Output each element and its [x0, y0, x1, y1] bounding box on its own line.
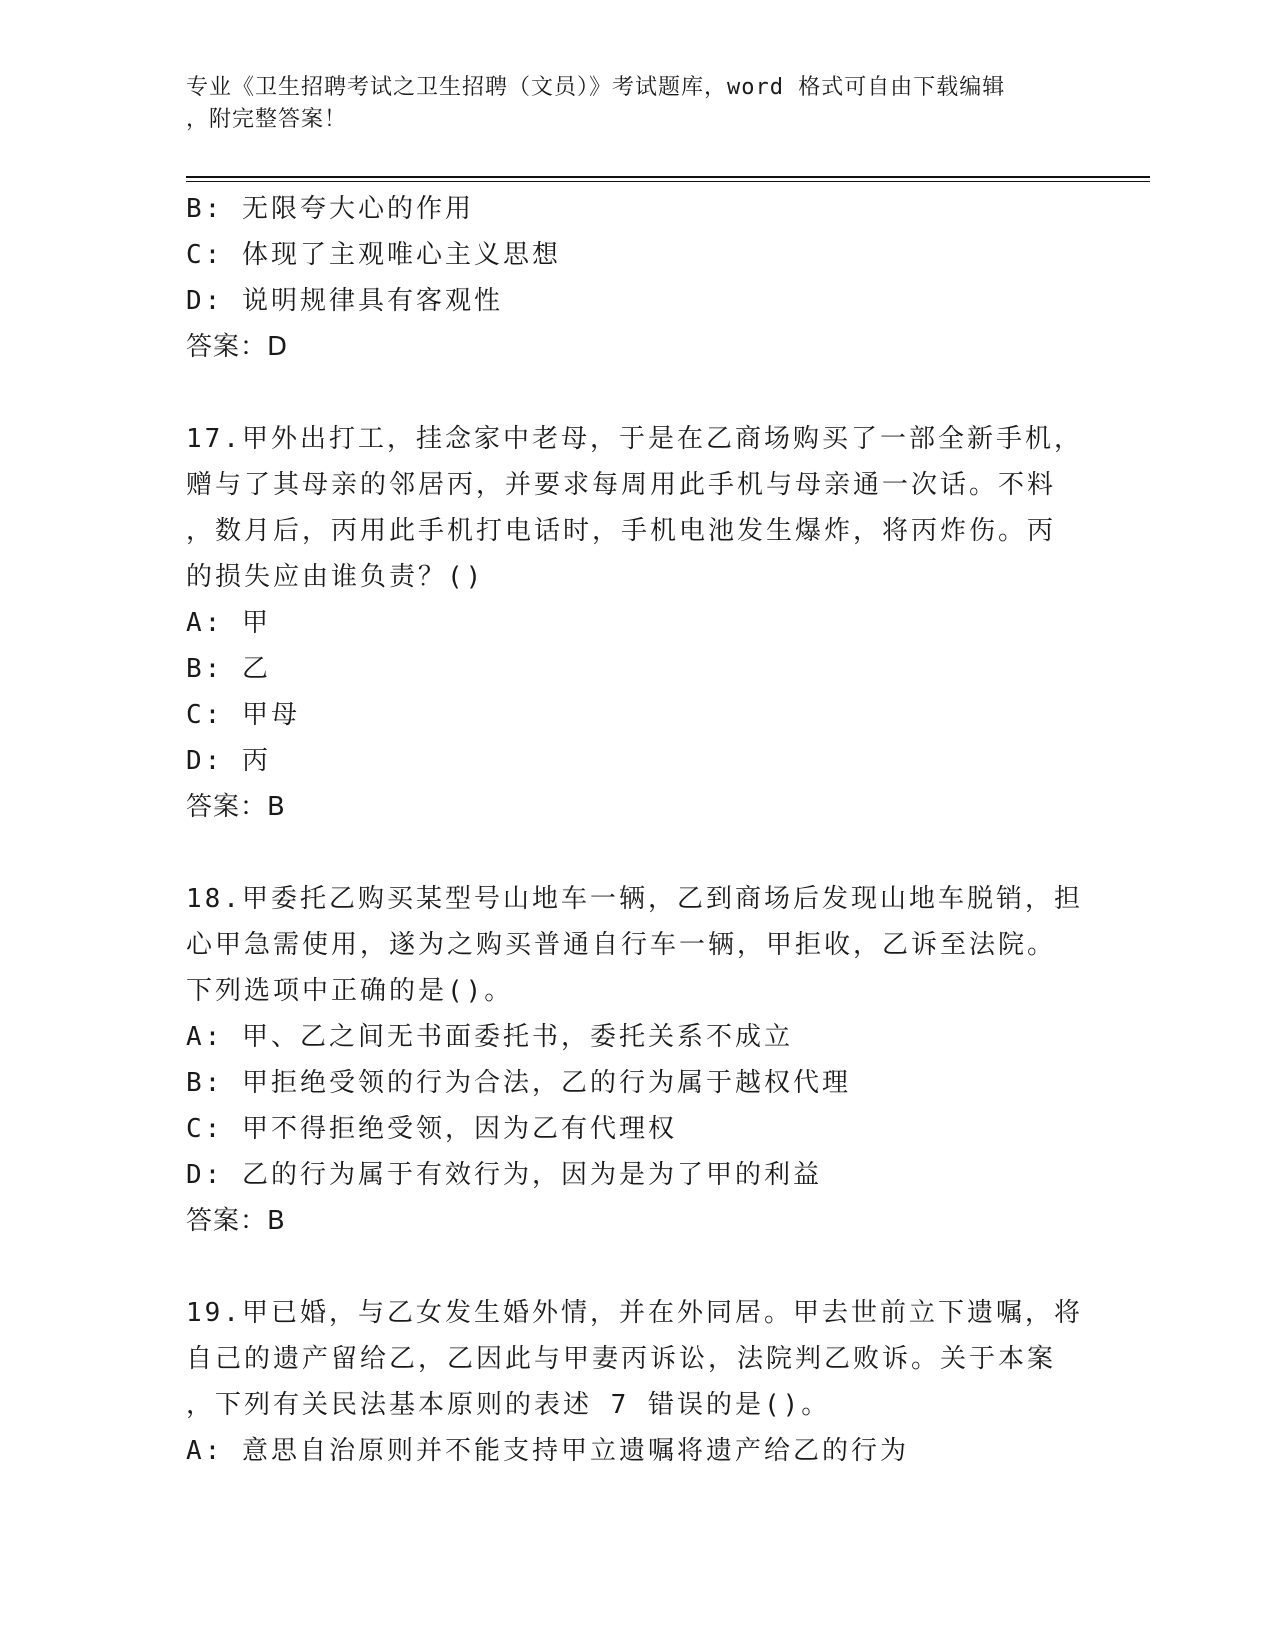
header-line-1: 专业《卫生招聘考试之卫生招聘（文员）》考试题库，word 格式可自由下载编辑 — [186, 75, 1006, 100]
option-d: D: 乙的行为属于有效行为，因为是为了甲的利益 — [186, 1160, 822, 1190]
option-c: C: 体现了主观唯心主义思想 — [186, 240, 561, 270]
question-16-tail — [186, 186, 1086, 370]
question-stem-line: 下列选项中正确的是()。 — [186, 976, 514, 1006]
question-content — [186, 186, 1086, 1474]
question-stem-line: 赠与了其母亲的邻居丙，并要求每周用此手机与母亲通一次话。不料 — [186, 470, 1057, 500]
question-stem-line: 19.甲已婚，与乙女发生婚外情，并在外同居。甲去世前立下遗嘱，将 — [186, 1298, 1083, 1328]
option-b: B: 甲拒绝受领的行为合法，乙的行为属于越权代理 — [186, 1068, 851, 1098]
option-d: D: 丙 — [186, 746, 271, 776]
answer-line: 答案：D — [186, 332, 289, 362]
question-stem-line: 18.甲委托乙购买某型号山地车一辆，乙到商场后发现山地车脱销，担 — [186, 884, 1083, 914]
option-c: C: 甲母 — [186, 700, 300, 730]
option-b: B: 乙 — [186, 654, 271, 684]
spacer — [186, 1244, 1086, 1290]
spacer — [186, 370, 1086, 416]
question-19 — [186, 1290, 1086, 1474]
question-stem-line: 心甲急需使用，遂为之购买普通自行车一辆，甲拒收，乙诉至法院。 — [186, 930, 1057, 960]
page-header — [186, 72, 1066, 136]
answer-line: 答案：B — [186, 792, 286, 822]
question-18 — [186, 876, 1086, 1244]
question-17 — [186, 416, 1086, 830]
question-stem-line: 的损失应由谁负责？() — [186, 562, 485, 592]
option-c: C: 甲不得拒绝受领，因为乙有代理权 — [186, 1114, 677, 1144]
header-line-2: ，附完整答案！ — [186, 107, 348, 132]
option-d: D: 说明规律具有客观性 — [186, 286, 503, 316]
option-a: A: 甲 — [186, 608, 271, 638]
spacer — [186, 830, 1086, 876]
header-divider — [186, 176, 1150, 182]
question-stem-line: ，数月后，丙用此手机打电话时，手机电池发生爆炸，将丙炸伤。丙 — [186, 516, 1057, 546]
option-a: A: 意思自治原则并不能支持甲立遗嘱将遗产给乙的行为 — [186, 1436, 909, 1466]
question-stem-line: 自己的遗产留给乙，乙因此与甲妻丙诉讼，法院判乙败诉。关于本案 — [186, 1344, 1057, 1374]
question-stem-line: ，下列有关民法基本原则的表述 7 错误的是()。 — [186, 1390, 831, 1420]
question-stem-line: 17.甲外出打工，挂念家中老母，于是在乙商场购买了一部全新手机， — [186, 424, 1083, 454]
option-a: A: 甲、乙之间无书面委托书，委托关系不成立 — [186, 1022, 793, 1052]
answer-line: 答案：B — [186, 1206, 286, 1236]
option-b: B: 无限夸大心的作用 — [186, 194, 474, 224]
